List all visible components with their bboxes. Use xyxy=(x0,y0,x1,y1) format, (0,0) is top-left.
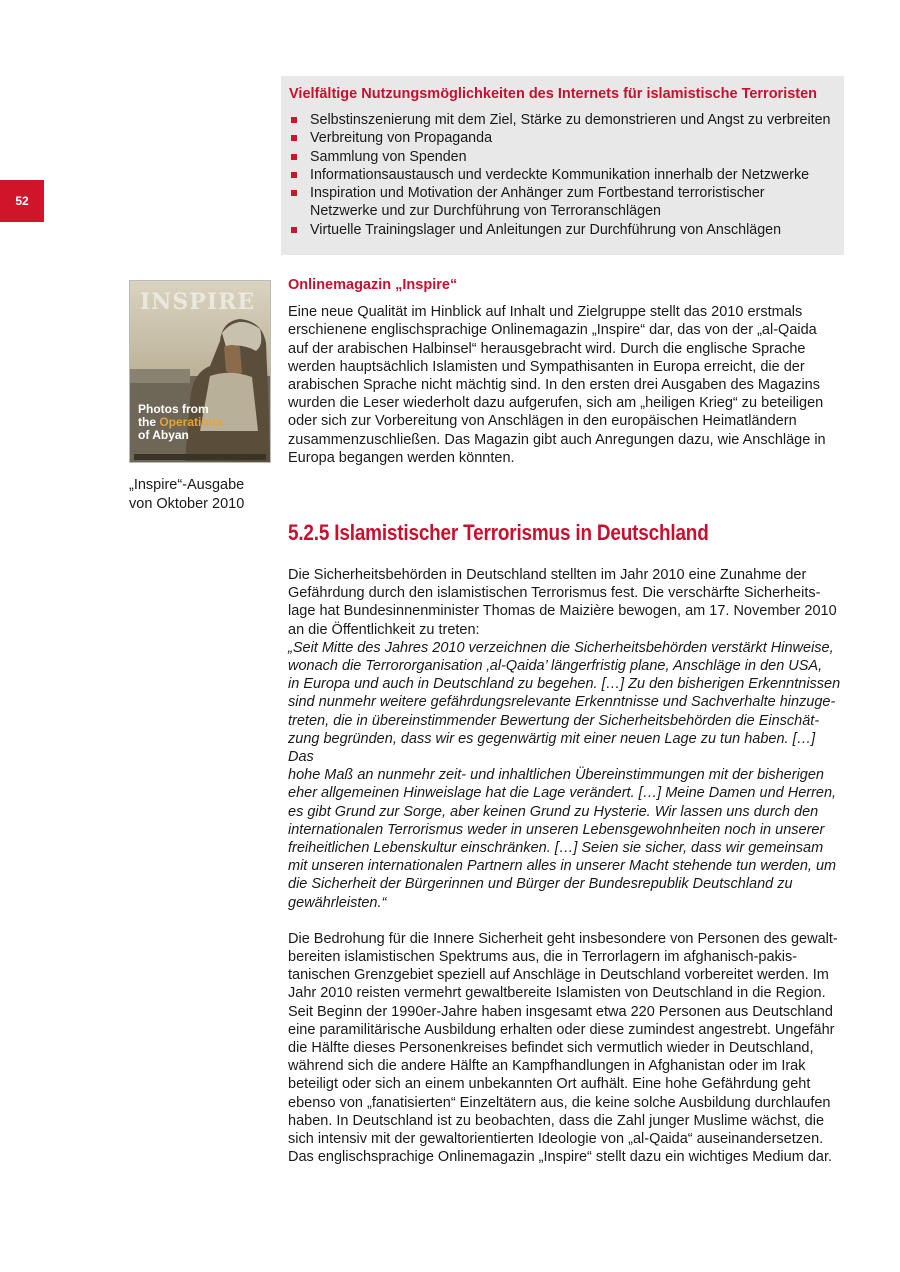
square-bullet-icon xyxy=(291,117,297,123)
square-bullet-icon xyxy=(291,172,297,178)
inspire-heading: Onlinemagazin „Inspire“ xyxy=(288,277,458,293)
info-box-title: Vielfältige Nutzungsmöglichkeiten des Internets für islamistische Terroristen xyxy=(289,86,818,102)
body-paragraph: Die Bedrohung für die Innere Sicherheit geht insbesondere von Personen des gewalt- bereiten islamistischen Spektrums aus, die in Terrorlagern im afghanisch-pakis- tanischen Grenzgebiet speziell auf Anschläge in Deutschland vorbereitet werden. Im Jahr 2010 reisten vermehrt gewaltbereite Islamisten von Deutschland in die Region. Seit Beginn der 1990er-Jahre haben insgesamt etwa 220 Personen aus Deutschland eine paramilitärische Ausbildung erhalten oder diese zumindest angestrebt. Ungefähr die Hälfte dieses Personenkreises befindet sich vermutlich wieder in Deutschland, während sich die andere Hälfte an Kampfhandlungen in Afghanistan oder im Irak beteiligt oder sich an einem unbekannten Ort aufhält. Eine hohe Gefährdung geht ebenso von „fanatisierten“ Einzeltätern aus, die keine solche Ausbildung durchlaufen haben. In Deutschland ist zu beobachten, dass die Zahl junger Muslime wächst, die sich intensiv mit der gewaltorientierten Ideologie von „al-Qaida“ auseinandersetzen. Das englischsprachige Onlinemagazin „Inspire“ stellt dazu ein wichtiges Medium dar. xyxy=(288,930,838,1166)
section-title: 5.2.5 Islamistischer Terrorismus in Deutschland xyxy=(288,520,709,545)
inspire-section xyxy=(288,276,844,467)
intro-paragraph: Die Sicherheitsbehörden in Deutschland stellten im Jahr 2010 eine Zunahme der Gefährdung durch den islamistischen Terrorismus fest. Die verschärfte Sicherheits- lage hat Bundesinnenminister Thomas de Maizière bewogen, am 17. November 2010 an die Öffentlichkeit zu treten: xyxy=(288,567,837,638)
info-box xyxy=(281,76,844,255)
square-bullet-icon xyxy=(291,154,297,160)
page-number-tab xyxy=(0,180,44,222)
list-item: Inspiration und Motivation der Anhänger zum Fortbestand terroristischer Netzwerke und zur Durchführung von Terroranschlägen xyxy=(289,184,836,221)
cover-headline-2: the Operations xyxy=(138,415,223,429)
square-bullet-icon xyxy=(291,135,297,141)
info-box-list xyxy=(289,111,836,239)
inspire-paragraph: Eine neue Qualität im Hinblick auf Inhalt und Zielgruppe stellt das 2010 erstmals erschienene englischsprachige Onlinemagazin „Inspire“ dar, das von der „al-Qaida auf der arabischen Halbinsel“ herausgebracht wird. Durch die englische Sprache werden hauptsächlich Islamisten und Sympathisanten in Europa erreicht, die der arabischen Sprache nicht mächtig sind. In den ersten drei Ausgaben des Magazins wurden die Leser wiederholt dazu aufgerufen, sich am „heiligen Krieg“ zu beteiligen oder sich zur Vorbereitung von Anschlägen in den europäischen Heimatländern zusammenzuschließen. Das Magazin gibt auch Anregungen dazu, wie Anschläge in Europa begangen werden könnten. xyxy=(288,304,826,466)
square-bullet-icon xyxy=(291,190,297,196)
square-bullet-icon xyxy=(291,227,297,233)
cover-headline-1: Photos from xyxy=(138,402,209,416)
list-item: Virtuelle Trainingslager und Anleitungen zur Durchführung von Anschlägen xyxy=(289,221,836,239)
magazine-cover-image xyxy=(129,280,271,463)
cover-headline-3: of Abyan xyxy=(138,428,189,442)
image-caption: „Inspire“-Ausgabe von Oktober 2010 xyxy=(129,477,245,512)
list-item: Verbreitung von Propaganda xyxy=(289,129,836,147)
quote-paragraph: „Seit Mitte des Jahres 2010 verzeichnen die Sicherheitsbehörden verstärkt Hinweise, wonach die Terrororganisation ‚al-Qaida’ längerfristig plane, Anschläge in den USA, in Europa und auch in Deutschland zu begehen. […] Zu den bisherigen Erkenntnissen sind nunmehr weitere gefährdungsrelevante Erkenntnisse und Sachverhalte hinzuge- treten, die in übereinstimmender Bewertung der Sicherheitsbehörden die Einschät- zung begründen, dass wir es gegenwärtig mit einer neuen Lage zu tun haben. […] Das hohe Maß an nunmehr zeit- und inhaltlichen Übereinstimmungen mit der bisherigen eher allgemeinen Hinweislage hat die Lage verändert. […] Meine Damen und Herren, es gibt Grund zur Sorge, aber keinen Grund zu Hysterie. Wir lassen uns durch den internationalen Terrorismus weder in unseren Lebensgewohnheiten noch in unserer freiheitlichen Lebenskultur einschränken. […] Seien sie sicher, dass wir gemeinsam mit unseren internationalen Partnern alles in unserer Macht stehende tun werden, um die Sicherheit der Bürgerinnen und Bürger der Bundesrepublik Deutschland zu gewährleisten.“ xyxy=(288,639,841,911)
list-item: Informationsaustausch und verdeckte Kommunikation innerhalb der Netzwerke xyxy=(289,166,836,184)
section-body xyxy=(288,566,844,1167)
page-number: 52 xyxy=(15,194,29,208)
cover-masthead: INSPIRE xyxy=(140,289,256,315)
list-item: Selbstinszenierung mit dem Ziel, Stärke zu demonstrieren und Angst zu verbreiten xyxy=(289,111,836,129)
list-item: Sammlung von Spenden xyxy=(289,148,836,166)
